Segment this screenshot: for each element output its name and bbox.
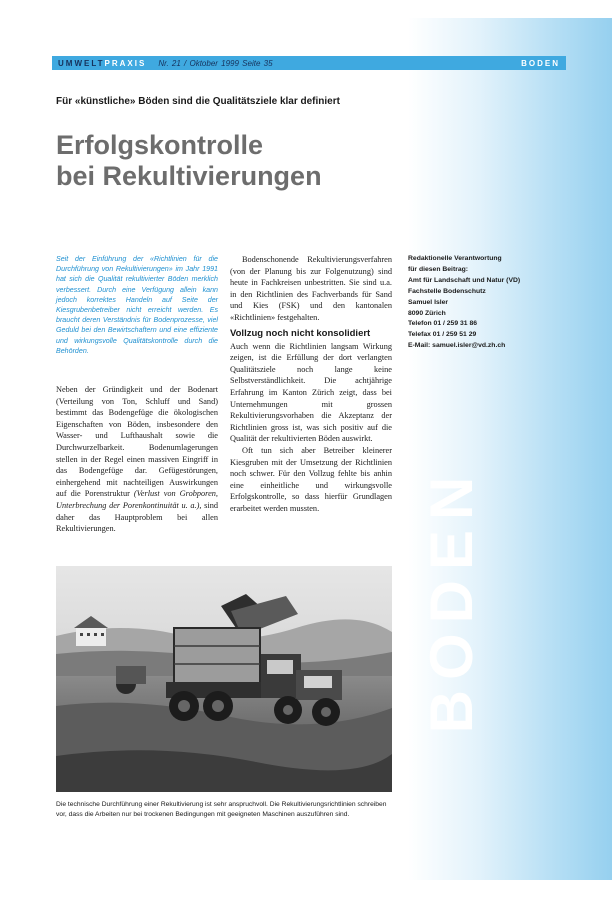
- dump-truck-photo: [56, 566, 392, 792]
- article-lead: Seit der Einführung der «Richtlinien für die Durchführung von Rekultivierungen» im Jahr 1991 hat sich die Qualität rekultivierter Böden merklich verbessert. Durch eine Verfügung allein kann jedoch korrektes Handeln auf Seite der Kiesgrubenbetreiber nicht erreicht werden. Es braucht deren Verständnis für Bodenprozesse, viel Geduld bei den Bewirtschaftern und eine effiziente und wirkungsvolle Qualitätskontrolle durch die Behörden.: [56, 255, 218, 355]
- col2-paragraph-1: Bodenschonende Rekultivierungsverfahren (von der Planung bis zur Folgenutzung) sind heute in Fachkreisen unbestritten. Sie sind u.a. in den Richtlinien des Fachverbands für Sand und Kies (FSK) und den kantonalen «Richtlinien» festgehalten.: [230, 255, 392, 322]
- col1-text-b: sind daher das Hauptproblem bei allen Rekultivierungen.: [56, 500, 219, 534]
- brand-logo: [52, 59, 146, 68]
- contact-line: Fachstelle Bodenschutz: [408, 287, 486, 295]
- contact-line: Telefon 01 / 259 31 86: [408, 320, 478, 328]
- contact-line: Redaktionelle Verantwortung: [408, 255, 502, 262]
- header-bar: [52, 56, 566, 70]
- column-1-text: [56, 384, 218, 535]
- contact-line: 8090 Zürich: [408, 309, 446, 317]
- brand-part1: UMWELT: [58, 58, 105, 68]
- article-kicker: Für «künstliche» Böden sind die Qualitätsziele klar definiert: [56, 96, 340, 107]
- article-photo: [56, 566, 392, 792]
- side-gradient-panel: [408, 18, 612, 880]
- contact-email: E-Mail: samuel.isler@vd.zh.ch: [408, 342, 506, 350]
- issue-info: Nr. 21 / Oktober 1999 Seite 35: [158, 58, 273, 68]
- title-line-2: bei Rekultivierungen: [56, 161, 322, 191]
- col2-paragraph-3: Oft tun sich aber Betreiber kleinerer Kiesgruben mit der Umsetzung der Richtlinien noch schwer. Für den Vollzug fehlte bis anhin eine einheitliche und wirkungsvolle Erfolgskontrolle, so dass hierfür Grundlagen erarbeitet werden mussten.: [230, 445, 392, 513]
- contact-line: Amt für Landschaft und Natur (VD): [408, 276, 521, 284]
- contact-line: Samuel Isler: [408, 298, 449, 306]
- article-title: [56, 130, 322, 192]
- col2-paragraph-2: Auch wenn die Richtlinien langsam Wirkung zeigen, ist die Erfüllung der dort verlangten Qualitätsziele noch lange keine Selbstverständlichkeit. Die achtjährige Erfahrung im Kanton Zürich zeigt, dass bei Unternehmungen mit grossen Rekultivierungsvorhaben die Akzeptanz der Richtlinien gross ist, was sich positiv auf die Qualität der rekultivierten Böden auswirkt.: [230, 341, 392, 444]
- contact-box: [408, 254, 568, 352]
- col1-text-a: Neben der Gründigkeit und der Bodenart (Verteilung von Ton, Schluff und Sand) bestimmt das Bodengefüge die ökologischen Eigenschaften von Böden, insbesondere den Wasser- und Lufthaushalt sowie die Durchwurzelbarkeit. Bodenumlagerungen stellen in der Regel einen massiven Eingriff in das Bodengefüge dar. Gefügestörungen, einhergehend mit nachteiligen Auswirkungen auf die Porenstruktur: [56, 385, 218, 499]
- title-line-1: Erfolgskontrolle: [56, 130, 264, 160]
- brand-part2: PRAXIS: [104, 58, 147, 68]
- section-subheading: Vollzug noch nicht konsolidiert: [230, 327, 371, 339]
- col1-text-italic: (Verlust von Grobporen, Unterbrechung der Porenkontinuität u. a.),: [56, 489, 218, 510]
- photo-caption: Die technische Durchführung einer Rekultivierung ist sehr anspruchvoll. Die Rekultivierungsrichtlinien schreiben vor, dass die Arbeiten nur bei trockenen Bedingungen mit geeigneten Maschinen auszuführen sind.: [56, 801, 387, 818]
- contact-line: für diesen Beitrag:: [408, 265, 469, 273]
- column-2: [230, 254, 392, 514]
- contact-line: Telefax 01 / 259 51 29: [408, 331, 477, 339]
- side-word-text: BODEN: [418, 466, 485, 734]
- section-label: BODEN: [521, 58, 560, 68]
